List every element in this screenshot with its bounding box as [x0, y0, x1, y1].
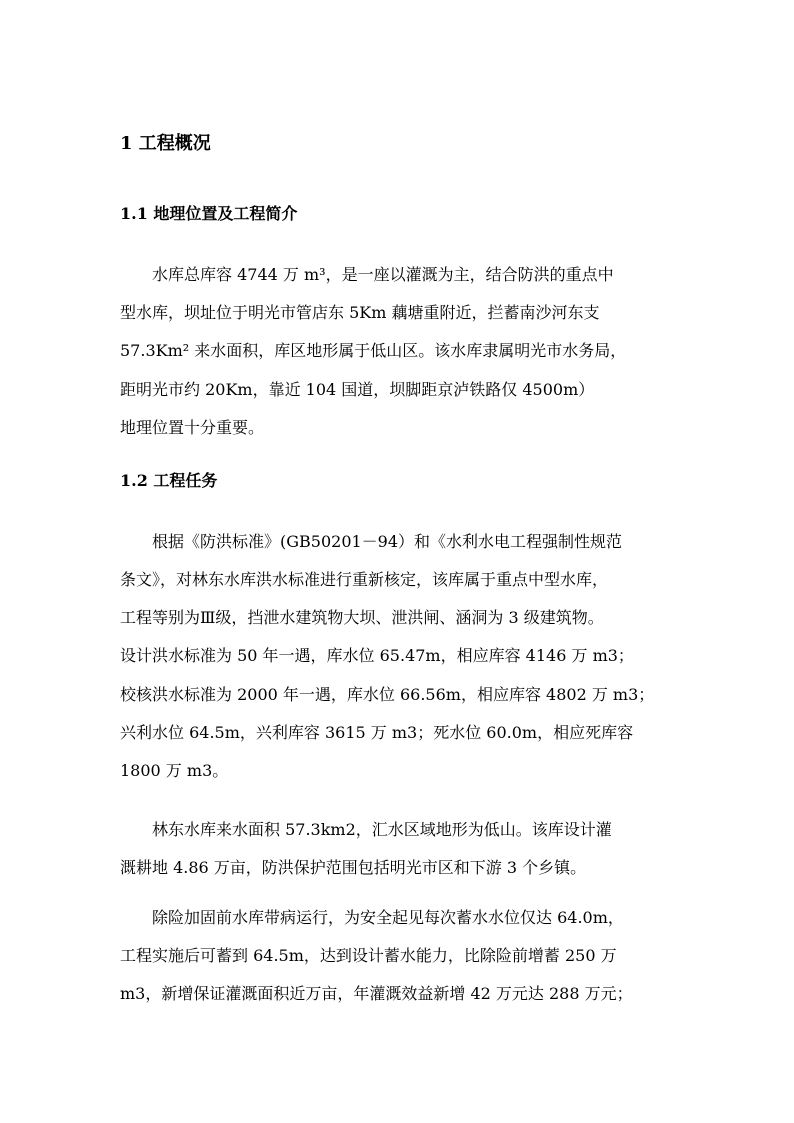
- paragraph-line: 兴利水位 64.5m，兴利库容 3615 万 m3；死水位 60.0m，相应死库容: [120, 723, 634, 742]
- chapter-heading: 1 工程概况: [120, 133, 211, 154]
- paragraph-line: 校核洪水标准为 2000 年一遇，库水位 66.56m，相应库容 4802 万 m3；: [120, 685, 655, 704]
- paragraph-line: m3，新增保证灌溉面积近万亩，年灌溉效益新增 42 万元达 288 万元；: [120, 984, 633, 1003]
- paragraph-line: 工程等别为Ⅲ级，挡泄水建筑物大坝、泄洪闸、涵洞为 3 级建筑物。: [120, 608, 604, 627]
- paragraph-line: 根据《防洪标准》(GB50201－94）和《水利水电工程强制性规范: [152, 532, 623, 551]
- paragraph-line: 除险加固前水库带病运行，为安全起见每次蓄水水位仅达 64.0m，: [152, 908, 624, 927]
- paragraph-line: 57.3Km² 来水面积，库区地形属于低山区。该水库隶属明光市水务局，: [120, 341, 627, 360]
- paragraph-line: 林东水库来水面积 57.3km2，汇水区域地形为低山。该库设计灌: [152, 820, 612, 839]
- paragraph-line: 水库总库容 4744 万 m³，是一座以灌溉为主，结合防洪的重点中: [152, 265, 614, 284]
- paragraph-line: 设计洪水标准为 50 年一遇，库水位 65.47m，相应库容 4146 万 m3；: [120, 646, 634, 665]
- paragraph-line: 条文》，对林东水库洪水标准进行重新核定，该库属于重点中型水库，: [120, 570, 609, 589]
- paragraph-line: 距明光市约 20Km，靠近 104 国道，坝脚距京泸铁路仅 4500m）: [120, 380, 595, 399]
- section-heading-1-1: 1.1 地理位置及工程简介: [120, 204, 298, 223]
- paragraph-line: 工程实施后可蓄到 64.5m，达到设计蓄水能力，比除险前增蓄 250 万: [120, 946, 617, 965]
- paragraph-line: 地理位置十分重要。: [120, 418, 265, 437]
- paragraph-line: 1800 万 m3。: [120, 761, 229, 780]
- paragraph-line: 型水库，坝址位于明光市管店东 5Km 藕塘重附近，拦蓄南沙河东支: [120, 303, 600, 322]
- section-heading-1-2: 1.2 工程任务: [120, 471, 218, 490]
- paragraph-line: 溉耕地 4.86 万亩，防洪保护范围包括明光市区和下游 3 个乡镇。: [120, 858, 587, 877]
